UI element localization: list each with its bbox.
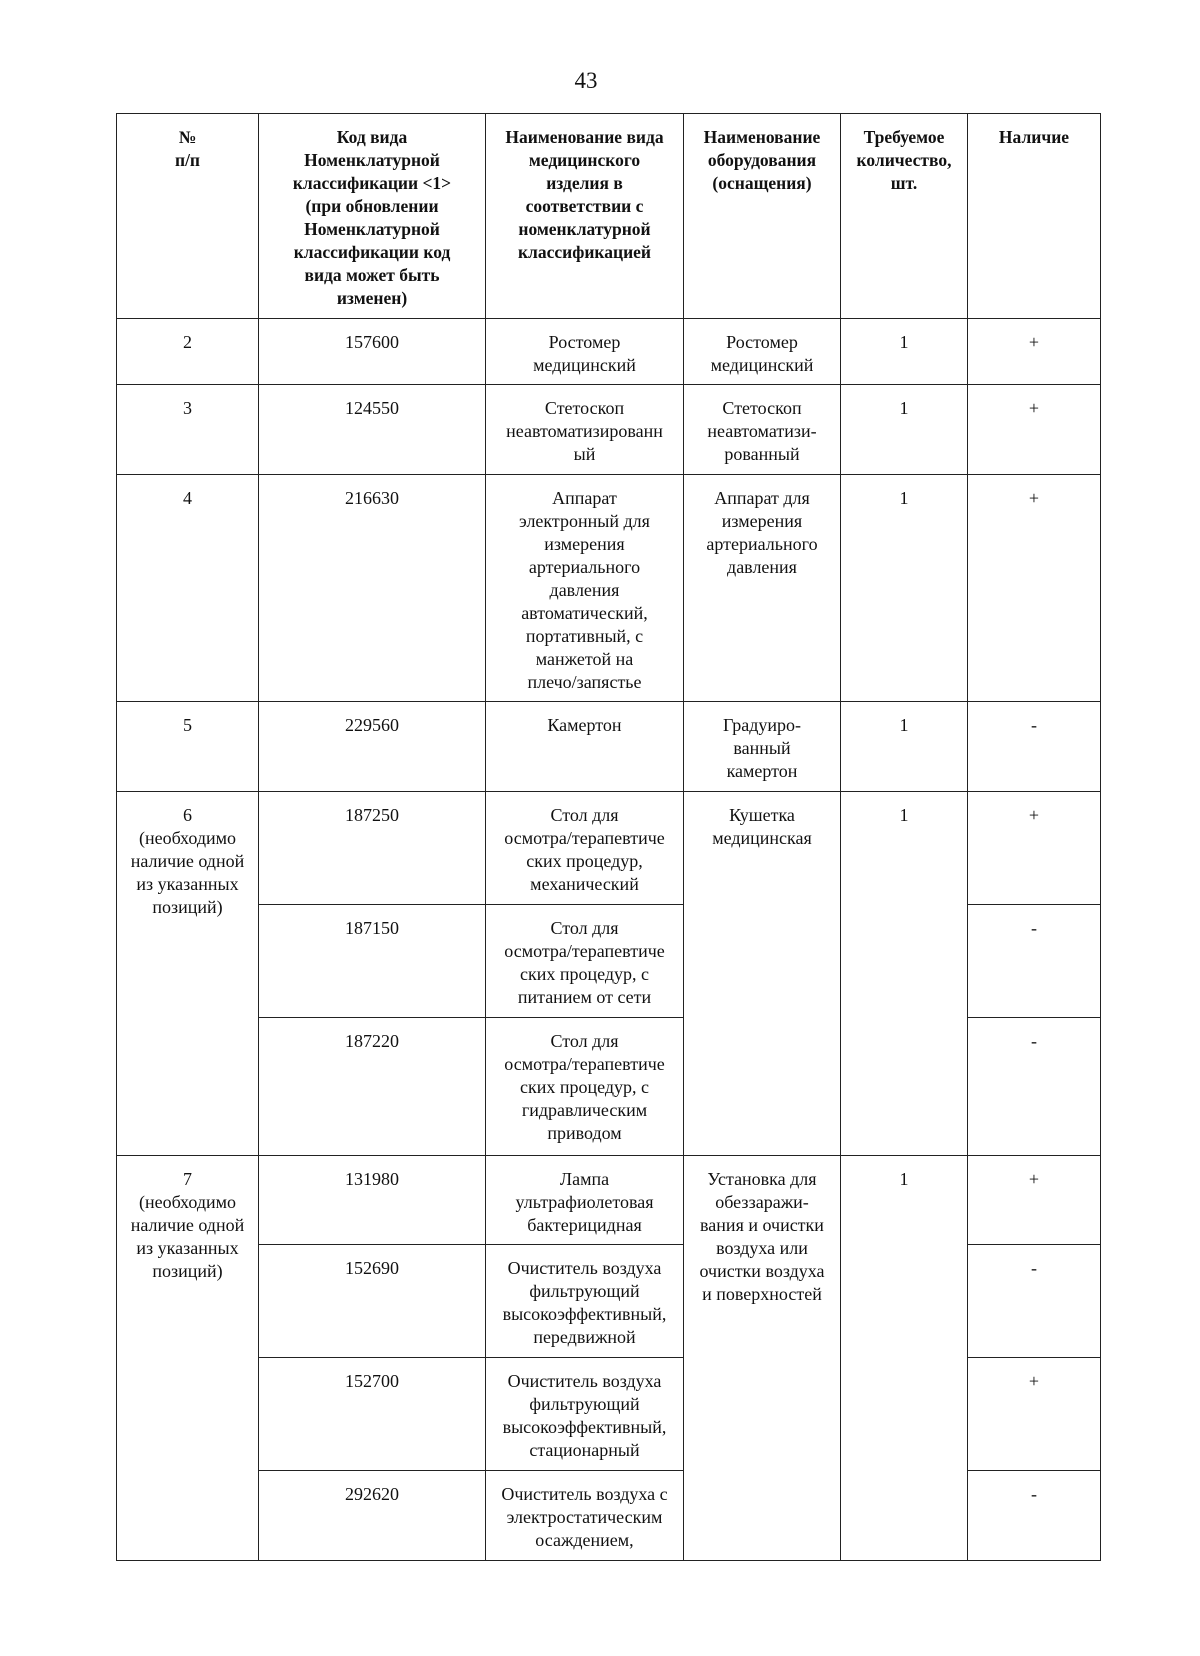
cell-text-line: 6: [183, 805, 192, 825]
cell-text-line: осаждением,: [535, 1530, 634, 1550]
cell-text-line: Наименование вида: [505, 127, 664, 147]
cell-text-line: изменен): [336, 288, 408, 308]
cell-text-line: Градуиро-: [722, 715, 802, 735]
row-device-name: [486, 905, 684, 1018]
cell-text-line: камертон: [726, 761, 798, 781]
cell-text-line: фильтрующий: [529, 1281, 640, 1301]
row-device-name: [486, 702, 684, 792]
cell-text-line: из указанных: [136, 1238, 239, 1258]
cell-text-line: 4: [183, 488, 192, 508]
cell-text-line: Стетоскоп: [722, 398, 802, 418]
cell-text-line: гидравлическим: [521, 1100, 648, 1120]
cell-text-line: ских процедур, с: [519, 964, 650, 984]
cell-text-line: 7: [183, 1169, 192, 1189]
cell-text-line: Очиститель воздуха: [507, 1371, 662, 1391]
cell-text-line: воздуха или: [716, 1238, 808, 1258]
cell-text-line: фильтрующий: [529, 1394, 640, 1414]
cell-text-line: артериального: [528, 557, 641, 577]
row-code: 152700: [259, 1358, 486, 1471]
row-code: 216630: [259, 475, 486, 702]
cell-text-line: бактерицидная: [527, 1215, 642, 1235]
row-availability: +: [968, 792, 1101, 905]
row-code: 292620: [259, 1471, 486, 1561]
row-device-name: [486, 792, 684, 905]
cell-text-line: Стол для: [550, 1031, 619, 1051]
cell-text-line: питанием от сети: [517, 987, 652, 1007]
cell-text-line: электронный для: [519, 511, 650, 531]
row-code: 187220: [259, 1018, 486, 1156]
cell-text-line: Ростомер: [726, 332, 798, 352]
cell-text-line: классификации код: [293, 242, 451, 262]
row-number: [117, 1156, 259, 1561]
cell-text-line: из указанных: [136, 874, 239, 894]
cell-text-line: медицинский: [533, 355, 636, 375]
cell-text-line: неавтоматизированн: [506, 421, 663, 441]
cell-text-line: медицинская: [712, 828, 812, 848]
cell-text-line: оборудования: [707, 150, 817, 170]
cell-text-line: позиций): [152, 897, 223, 917]
row-quantity: 1: [841, 385, 968, 475]
row-device-name: [486, 319, 684, 385]
row-quantity: 1: [841, 475, 968, 702]
row-availability: -: [968, 1471, 1101, 1561]
row-number: [117, 385, 259, 475]
row-equipment: [684, 385, 841, 475]
cell-text-line: наличие одной: [130, 851, 245, 871]
cell-text-line: Номенклатурной: [304, 150, 440, 170]
cell-text-line: Наименование: [703, 127, 821, 147]
cell-text-line: ванный: [733, 738, 791, 758]
cell-text-line: Код вида: [336, 127, 408, 147]
row-code: 229560: [259, 702, 486, 792]
header-equipment: [684, 114, 841, 319]
cell-text-line: давления: [727, 557, 797, 577]
cell-text-line: п/п: [174, 150, 201, 170]
row-availability: +: [968, 385, 1101, 475]
cell-text-line: электростатическим: [506, 1507, 663, 1527]
row-availability: +: [968, 1156, 1101, 1245]
row-number: [117, 475, 259, 702]
cell-text-line: ультрафиолетовая: [515, 1192, 654, 1212]
row-device-name: [486, 385, 684, 475]
cell-text-line: ый: [573, 444, 596, 464]
cell-text-line: обеззаражи-: [715, 1192, 809, 1212]
cell-text-line: Номенклатурной: [304, 219, 440, 239]
row-code: 187250: [259, 792, 486, 905]
cell-text-line: Стол для: [550, 918, 619, 938]
header-quantity: [841, 114, 968, 319]
cell-text-line: манжетой на: [535, 649, 634, 669]
cell-text-line: измерения: [721, 511, 803, 531]
cell-text-line: Камертон: [547, 715, 622, 735]
row-code: 131980: [259, 1156, 486, 1245]
cell-text-line: давления: [549, 580, 620, 600]
table-row: [117, 1156, 1101, 1245]
row-device-name: [486, 1471, 684, 1561]
cell-text-line: количество,: [856, 150, 952, 170]
cell-text-line: автоматический,: [521, 603, 648, 623]
cell-text-line: портативный, с: [525, 626, 644, 646]
cell-text-line: номенклатурной: [518, 219, 651, 239]
cell-text-line: ских процедур,: [526, 851, 643, 871]
cell-text-line: (необходимо: [138, 828, 237, 848]
cell-text-line: наличие одной: [130, 1215, 245, 1235]
header-num: [117, 114, 259, 319]
cell-text-line: осмотра/терапевтиче: [504, 828, 665, 848]
row-code: 187150: [259, 905, 486, 1018]
row-quantity: 1: [841, 1156, 968, 1561]
cell-text-line: медицинского: [528, 150, 641, 170]
header-code: [259, 114, 486, 319]
row-availability: +: [968, 1358, 1101, 1471]
row-device-name: [486, 475, 684, 702]
cell-text-line: неавтоматизи-: [707, 421, 817, 441]
table-header-row: [117, 114, 1101, 319]
row-availability: -: [968, 702, 1101, 792]
equipment-table: [116, 113, 1101, 1561]
cell-text-line: приводом: [547, 1123, 622, 1143]
cell-text-line: высокоэффективный,: [502, 1417, 667, 1437]
cell-text-line: медицинский: [710, 355, 814, 375]
cell-text-line: шт.: [890, 173, 918, 193]
cell-text-line: Стетоскоп: [544, 398, 625, 418]
header-device-name: [486, 114, 684, 319]
cell-text-line: передвижной: [533, 1327, 636, 1347]
cell-text-line: 2: [183, 332, 192, 352]
row-availability: +: [968, 319, 1101, 385]
table-row: [117, 702, 1101, 792]
row-code: 152690: [259, 1245, 486, 1358]
cell-text-line: Стол для: [550, 805, 619, 825]
cell-text-line: позиций): [152, 1261, 223, 1281]
row-quantity: 1: [841, 702, 968, 792]
row-number: [117, 702, 259, 792]
cell-text-line: вания и очистки: [700, 1215, 824, 1235]
cell-text-line: ских процедур, с: [519, 1077, 650, 1097]
cell-text-line: плечо/запястье: [527, 672, 642, 692]
cell-text-line: осмотра/терапевтиче: [504, 1054, 665, 1074]
cell-text-line: Наличие: [998, 127, 1070, 147]
cell-text-line: изделия в: [546, 173, 623, 193]
row-device-name: [486, 1156, 684, 1245]
row-device-name: [486, 1358, 684, 1471]
table-row: [117, 319, 1101, 385]
cell-text-line: Очиститель воздуха с: [501, 1484, 668, 1504]
cell-text-line: Установка для: [707, 1169, 817, 1189]
row-code: 157600: [259, 319, 486, 385]
row-availability: -: [968, 905, 1101, 1018]
cell-text-line: Кушетка: [729, 805, 795, 825]
page-number: 43: [574, 68, 598, 93]
cell-text-line: 3: [183, 398, 192, 418]
cell-text-line: (необходимо: [138, 1192, 237, 1212]
cell-text-line: осмотра/терапевтиче: [504, 941, 665, 961]
cell-text-line: механический: [530, 874, 639, 894]
row-equipment: [684, 319, 841, 385]
cell-text-line: классификации <1>: [292, 173, 452, 193]
row-code: 124550: [259, 385, 486, 475]
row-number: [117, 792, 259, 1156]
cell-text-line: Требуемое: [863, 127, 945, 147]
cell-text-line: артериального: [706, 534, 818, 554]
cell-text-line: измерения: [544, 534, 625, 554]
row-availability: +: [968, 475, 1101, 702]
cell-text-line: Очиститель воздуха: [507, 1258, 662, 1278]
cell-text-line: вида может быть: [304, 265, 440, 285]
row-quantity: 1: [841, 792, 968, 1156]
cell-text-line: (оснащения): [712, 173, 812, 193]
row-equipment: [684, 475, 841, 702]
row-equipment: [684, 1156, 841, 1561]
cell-text-line: Аппарат: [552, 488, 617, 508]
row-number: [117, 319, 259, 385]
cell-text-line: 5: [183, 715, 192, 735]
row-device-name: [486, 1245, 684, 1358]
table-row: [117, 385, 1101, 475]
cell-text-line: стационарный: [529, 1440, 640, 1460]
cell-text-line: №: [178, 127, 197, 147]
cell-text-line: Лампа: [559, 1169, 610, 1189]
cell-text-line: очистки воздуха: [699, 1261, 825, 1281]
header-availability: [968, 114, 1101, 319]
row-quantity: 1: [841, 319, 968, 385]
cell-text-line: Ростомер: [548, 332, 621, 352]
cell-text-line: соответствии с: [525, 196, 644, 216]
row-device-name: [486, 1018, 684, 1156]
cell-text-line: и поверхностей: [702, 1284, 822, 1304]
cell-text-line: Аппарат для: [714, 488, 810, 508]
cell-text-line: классификацией: [517, 242, 652, 262]
table-row: [117, 475, 1101, 702]
cell-text-line: высокоэффективный,: [502, 1304, 667, 1324]
cell-text-line: рованный: [724, 444, 800, 464]
row-availability: -: [968, 1018, 1101, 1156]
table-row: [117, 792, 1101, 905]
row-equipment: [684, 702, 841, 792]
row-equipment: [684, 792, 841, 1156]
cell-text-line: (при обновлении: [305, 196, 439, 216]
row-availability: -: [968, 1245, 1101, 1358]
